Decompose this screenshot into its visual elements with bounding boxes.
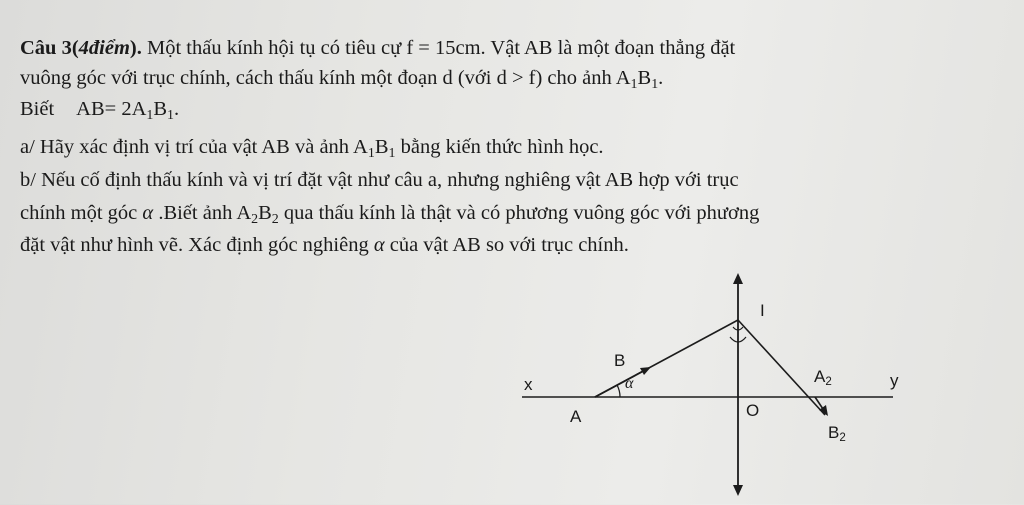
problem-intro-2b: B [637,66,652,89]
alpha-arc [617,385,620,397]
lens-diagram [510,265,910,500]
part-a-text-2: B [374,135,389,158]
part-a-text-1: a/ Hãy xác định vị trí của vật AB và ảnh A [20,135,368,158]
problem-line-1 [20,34,1010,64]
given-c: . [174,98,180,120]
given-a: AB= 2A [76,98,147,120]
subscript: 2 [251,211,259,227]
problem-line-3 [20,95,1010,125]
problem-points: 4điểm [78,37,130,59]
part-b-text-3b: của vật AB so với trục chính. [384,234,629,256]
part-b-text-2a: chính một góc [20,201,143,224]
subscript: 1 [630,76,638,92]
label-a2-subscript: 2 [825,376,832,389]
problem-text [20,34,1010,261]
label-o: O [746,401,760,420]
part-b-text-2b: .Biết ảnh A [153,201,252,224]
part-b-line-3 [20,231,1010,261]
alpha-symbol: α [142,201,154,224]
label-a2 [814,367,832,387]
label-y: y [890,371,899,390]
problem-intro-1: Một thấu kính hội tụ có tiêu cự f = 15cm. Vật AB là một đoạn thẳng đặt [141,37,736,59]
label-b2-letter: B [828,423,840,442]
subscript: 1 [388,145,396,161]
problem-intro-2c: . [658,66,664,89]
problem-line-2 [20,64,1010,94]
lens-bottom-arrow [733,485,743,496]
label-b: B [614,351,626,370]
lens-top-arrow [733,273,743,284]
object-ab [595,368,649,397]
part-a-line [20,133,1010,163]
label-a: A [570,407,582,426]
part-b-text-1: b/ Nếu cố định thấu kính và vị trí đặt vật như câu a, nhưng nghiêng vật AB hợp với trục [20,169,739,191]
label-b2-subscript: 2 [839,432,846,445]
part-b-text-2c: B [258,201,272,224]
subscript: 1 [651,76,659,92]
given-b: B [153,98,168,120]
part-b-text-2d: qua thấu kính là thật và có phương vuông góc với phương [278,201,760,224]
label-i: I [760,301,765,320]
subscript: 2 [271,211,279,227]
problem-intro-2a: vuông góc với trục chính, cách thấu kính một đoạn d (với d > f) cho ảnh A [20,66,631,89]
problem-title-close: ). [129,37,142,59]
subscript: 1 [167,107,175,123]
label-a2-letter: A [814,367,826,386]
problem-title: Câu 3( [20,37,79,59]
label-x: x [524,375,533,394]
alpha-symbol: α [373,234,385,256]
subscript: 1 [146,107,154,123]
label-alpha: α [625,375,634,392]
part-b-text-3a: đặt vật như hình vẽ. Xác định góc nghiêng [20,234,374,256]
part-a-text-3: bằng kiến thức hình học. [395,135,604,158]
part-b-line-2 [20,199,1010,229]
given-label: Biết [20,98,55,120]
label-b2 [828,423,846,443]
lens-diagram-svg [510,265,910,500]
subscript: 1 [367,145,375,161]
part-b-line-1 [20,166,1010,196]
